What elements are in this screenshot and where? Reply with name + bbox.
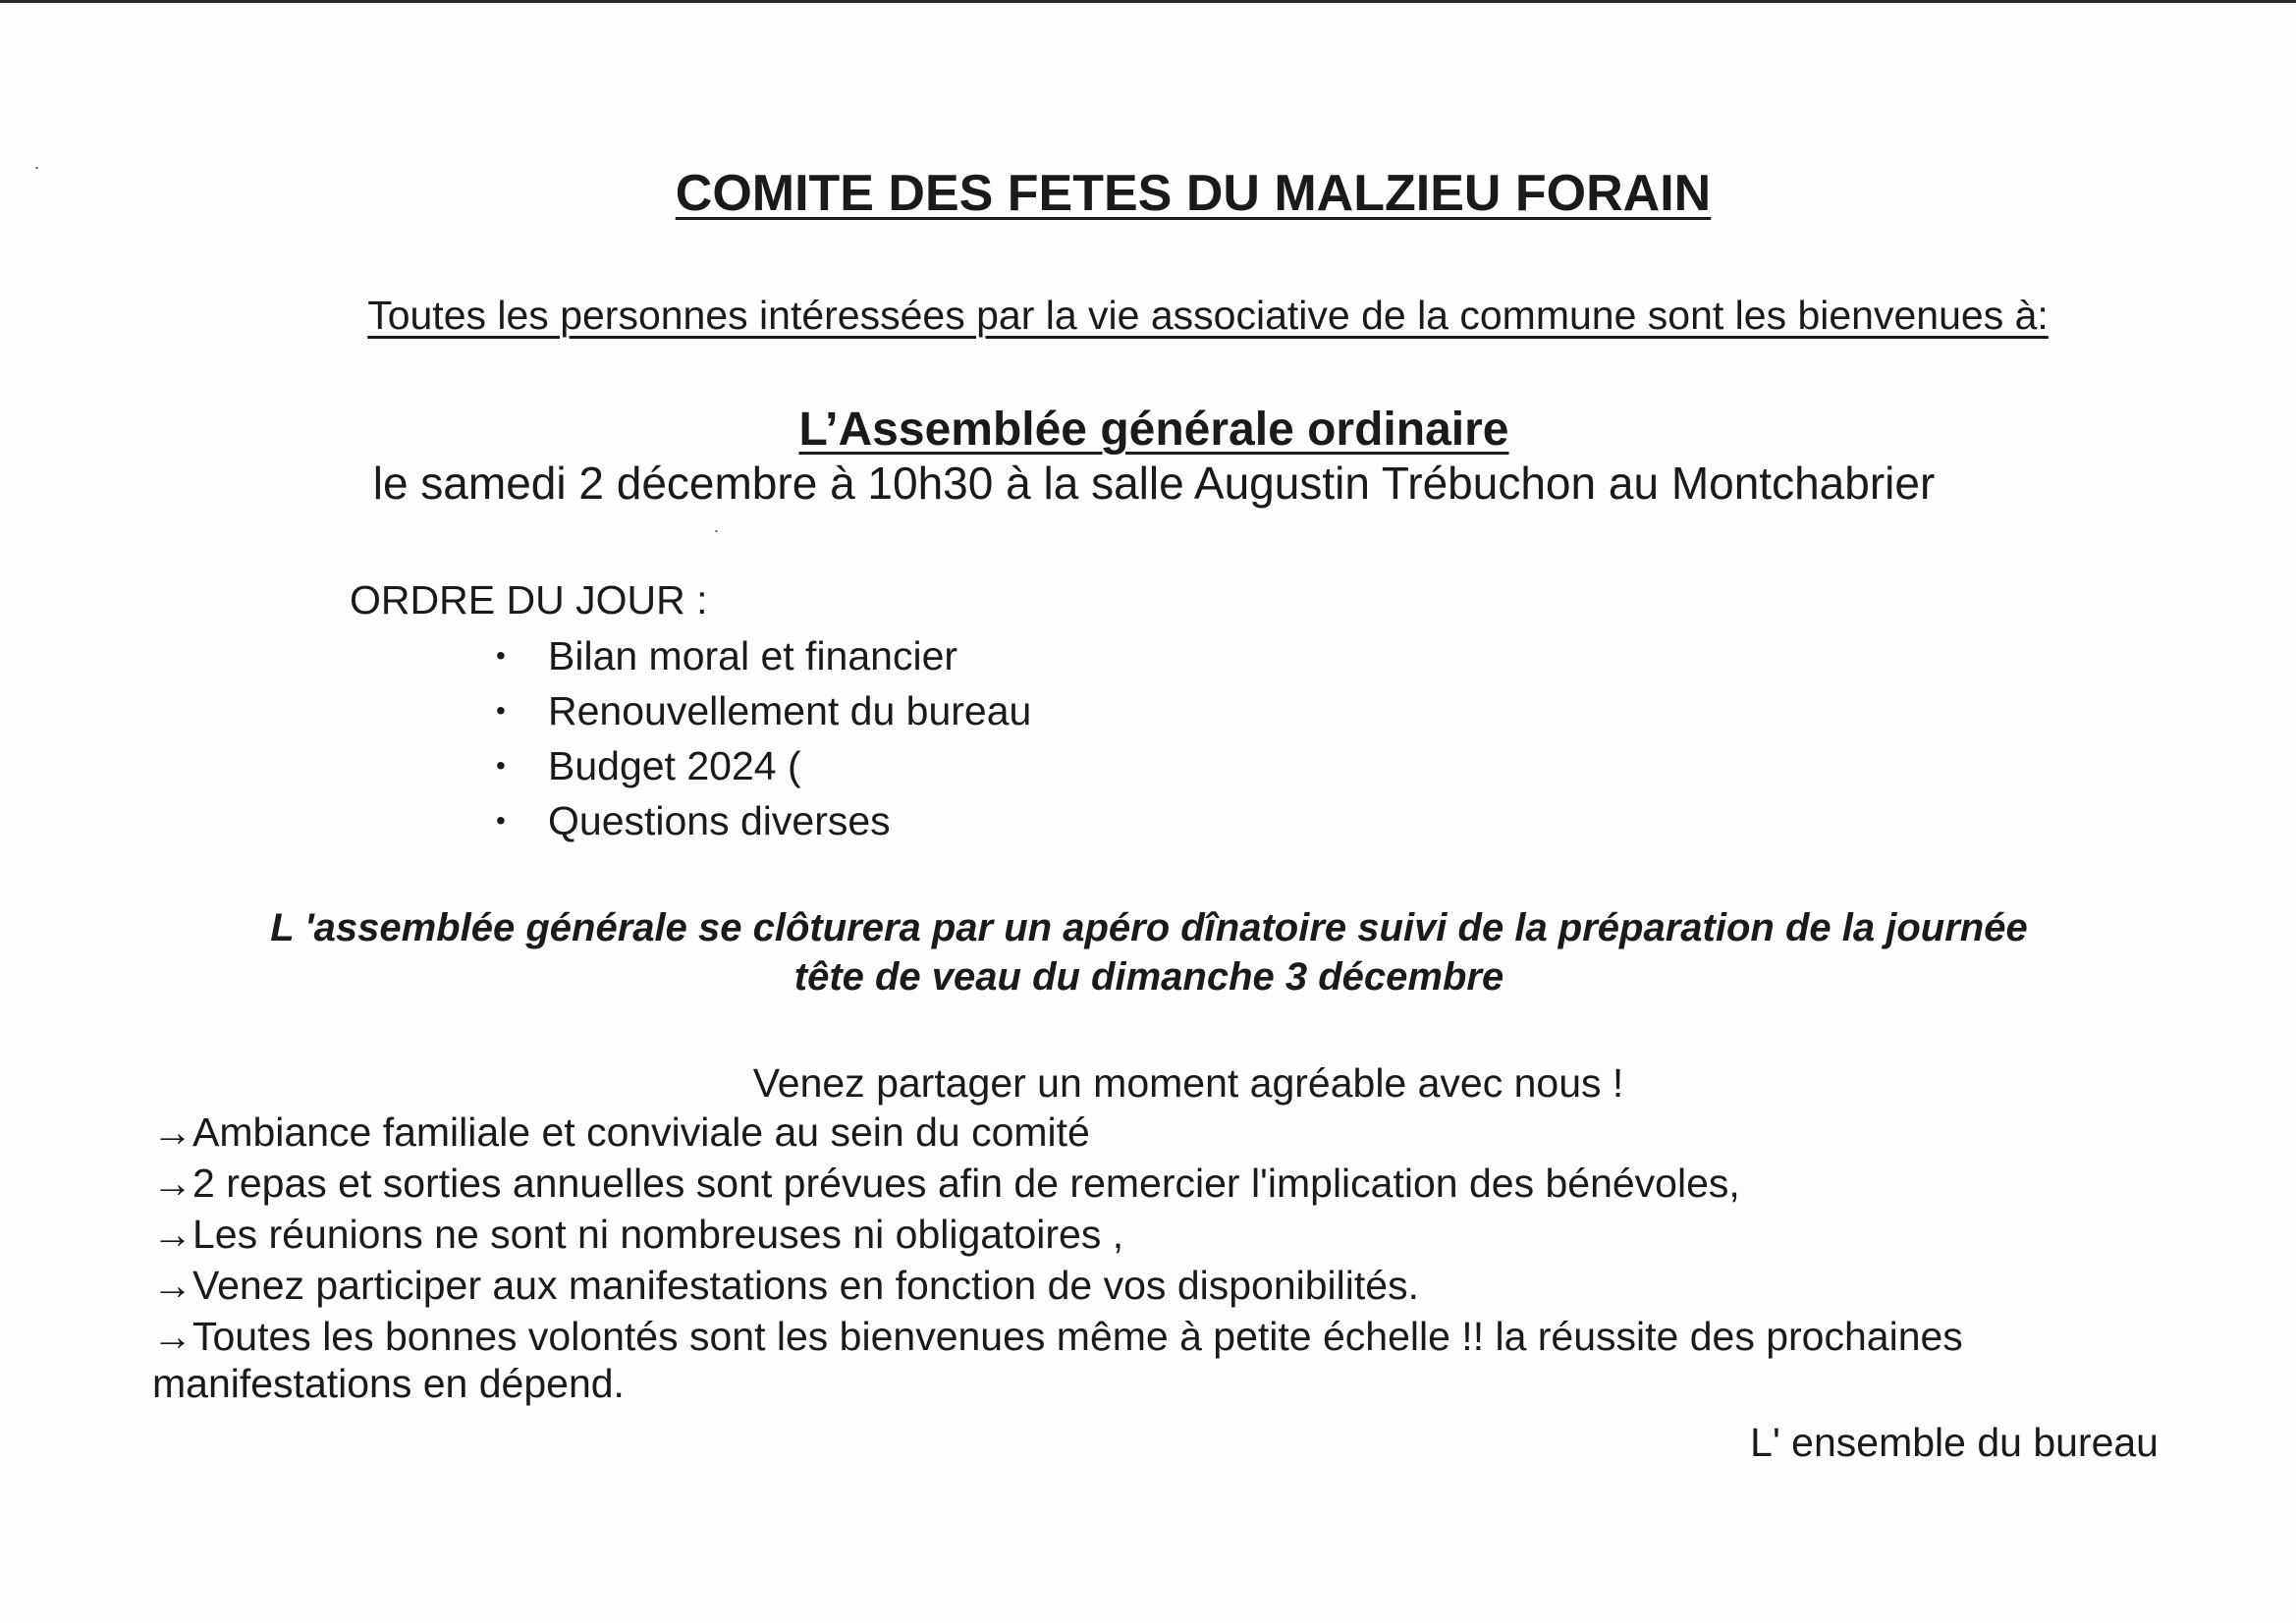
- agenda-list: [496, 628, 1031, 848]
- scan-speck: [715, 530, 718, 532]
- scan-top-edge: [0, 0, 2296, 3]
- bullet-icon: •: [496, 805, 506, 836]
- benefit-line: →Les réunions ne sont ni nombreuses ni obligatoires ,: [152, 1212, 1124, 1257]
- agenda-item: • Questions diverses: [496, 793, 1031, 848]
- benefit-line: manifestations en dépend.: [152, 1361, 625, 1406]
- closing-line-2: tête de veau du dimanche 3 décembre: [793, 955, 1504, 999]
- benefit-line: →2 repas et sorties annuelles sont prévues afin de remercier l'implication des bénévoles,: [152, 1161, 1740, 1206]
- signature: L' ensemble du bureau: [1750, 1420, 2159, 1465]
- agenda-item: • Bilan moral et financier: [496, 628, 1031, 683]
- assembly-title: L’Assemblée générale ordinaire: [798, 404, 1509, 456]
- bullet-icon: •: [496, 695, 506, 726]
- benefit-line: →Ambiance familiale et conviviale au sein du comité: [152, 1109, 1090, 1155]
- agenda-item: • Renouvellement du bureau: [496, 683, 1031, 738]
- agenda-item: • Budget 2024 (: [496, 738, 1031, 793]
- invite-text: Venez partager un moment agréable avec nous !: [752, 1060, 1624, 1106]
- closing-line-1: L 'assemblée générale se clôturera par un apéro dînatoire suivi de la préparation de la journée: [270, 906, 2028, 949]
- scan-speck: [35, 167, 38, 169]
- bullet-icon: •: [496, 750, 506, 781]
- benefit-line: →Venez participer aux manifestations en fonction de vos disponibilités.: [152, 1263, 1419, 1308]
- document-title: COMITE DES FETES DU MALZIEU FORAIN: [675, 165, 1712, 222]
- intro-text: Toutes les personnes intéressées par la vie associative de la commune sont les bienvenues à:: [367, 293, 2049, 338]
- date-location-line: le samedi 2 décembre à 10h30 à la salle Augustin Trébuchon au Montchabrier: [372, 458, 1936, 509]
- benefit-line: →Toutes les bonnes volontés sont les bienvenues même à petite échelle !! la réussite des prochaines: [152, 1314, 1963, 1359]
- agenda-title: ORDRE DU JOUR :: [350, 577, 708, 622]
- bullet-icon: •: [496, 640, 506, 671]
